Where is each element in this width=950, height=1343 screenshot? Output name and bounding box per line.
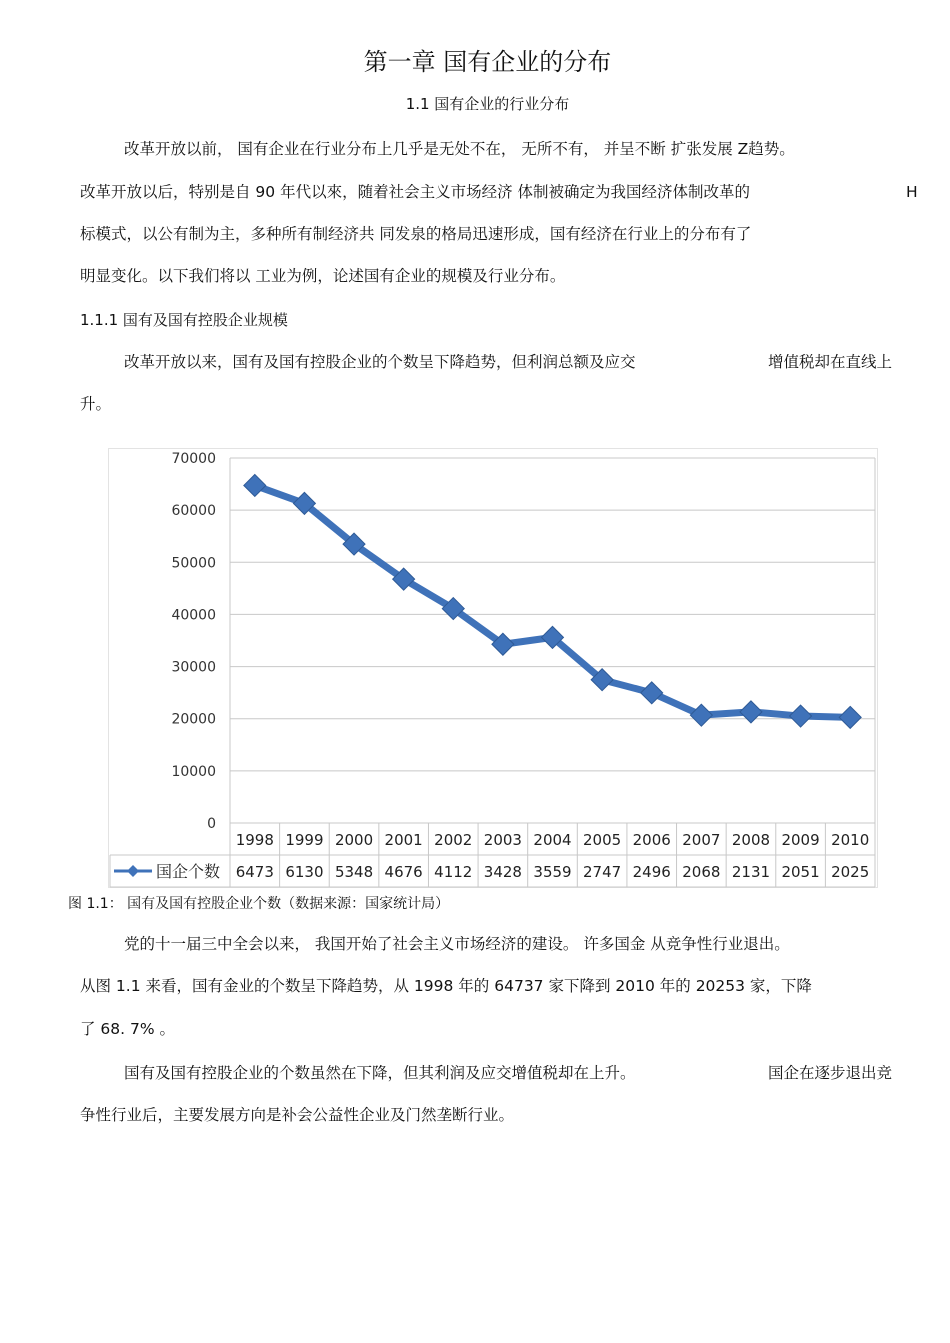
para1-line1: 改革开放以前， 国有企业在行业分布上几乎是无处不在， 无所不有， 并呈不断 扩张发展 Z趋势。 — [124, 140, 795, 158]
y-tick-label: 40000 — [171, 607, 216, 624]
para2-line2: 升。 — [80, 395, 112, 413]
x-category-label: 2001 — [384, 831, 423, 849]
para3-line2: 从图 1.1 来看，国有金业的个数呈下降趋势，从 1998 年的 64737 家下降到 2010 年的 20253 家，下降 — [80, 977, 812, 995]
x-category-label: 2010 — [831, 831, 870, 849]
x-category-label: 1999 — [285, 831, 324, 849]
table-value-label: 4112 — [434, 863, 473, 881]
x-category-label: 1998 — [235, 831, 274, 849]
x-category-label: 2002 — [434, 831, 473, 849]
table-value-label: 2068 — [682, 863, 721, 881]
para2-line1: 改革开放以来，国有及国有控股企业的个数呈下降趋势，但利润总额及应交 — [124, 353, 636, 371]
table-value-label: 2131 — [731, 863, 771, 881]
x-category-label: 2004 — [533, 831, 572, 849]
para4-line1: 国有及国有控股企业的个数虽然在下降，但其利润及应交增值税却在上升。 — [124, 1064, 636, 1082]
x-category-label: 2005 — [583, 831, 622, 849]
subsection-title: 1.1.1 国有及国有控股企业规模 — [80, 311, 288, 329]
para1-line4: 明显变化。以下我们将以 工业为例，论述国有企业的规模及行业分布。 — [80, 267, 566, 285]
y-tick-label: 20000 — [171, 711, 216, 728]
y-tick-label: 70000 — [171, 451, 216, 467]
x-category-label: 2006 — [632, 831, 671, 849]
section-title: 1.1 国有企业的行业分布 — [405, 95, 570, 113]
enterprise-count-chart — [108, 448, 878, 888]
x-category-label: 2009 — [781, 831, 820, 849]
x-category-label: 2003 — [483, 831, 522, 849]
para1-line2-end: H — [906, 183, 918, 201]
para2-line1-end: 增值税却在直线上 — [768, 353, 893, 371]
figure-caption: 图 1.1： 国有及国有控股企业个数（数据来源：国家统计局） — [68, 896, 450, 912]
para4-line2: 争性行业后，主要发展方向是补会公益性企业及门然垄断行业。 — [80, 1106, 515, 1124]
table-value-label: 2747 — [583, 863, 622, 881]
para4-line1-end: 国企在逐步退出竞 — [768, 1064, 893, 1082]
y-tick-label: 0 — [207, 816, 216, 832]
para3-line1: 党的十一届三中全会以来， 我国开始了社会主义市场经济的建设。 许多国金 从竞争性行业退出。 — [124, 935, 790, 953]
y-tick-label: 10000 — [171, 763, 216, 780]
table-value-label: 6473 — [235, 863, 274, 881]
chart-frame — [109, 449, 878, 888]
x-category-label: 2008 — [731, 831, 771, 849]
table-value-label: 2025 — [831, 863, 870, 881]
table-value-label: 2051 — [781, 863, 820, 881]
para3-line3: 了 68. 7% 。 — [80, 1020, 176, 1038]
legend-series-name: 国企个数 — [156, 862, 221, 881]
x-category-label: 2000 — [334, 831, 374, 849]
y-tick-label: 60000 — [171, 503, 216, 520]
x-category-label: 2007 — [682, 831, 721, 849]
table-value-label: 5348 — [334, 863, 374, 881]
para1-line2: 改革开放以后，特别是自 90 年代以來，随着社会主义市场经济 体制被确定为我国经济体制改革的 — [80, 183, 751, 201]
y-tick-label: 30000 — [171, 659, 216, 676]
para1-line3: 标模式，以公有制为主，多种所有制经济共 同发泉的格局迅速形成，国有经济在行业上的分布有了 — [80, 225, 752, 243]
table-value-label: 6130 — [285, 863, 324, 881]
table-value-label: 4676 — [384, 863, 423, 881]
table-value-label: 2496 — [632, 863, 671, 881]
y-tick-label: 50000 — [171, 555, 216, 572]
table-value-label: 3559 — [533, 863, 572, 881]
table-value-label: 3428 — [483, 863, 522, 881]
chapter-title: 第一章 国有企业的分布 — [363, 48, 612, 76]
